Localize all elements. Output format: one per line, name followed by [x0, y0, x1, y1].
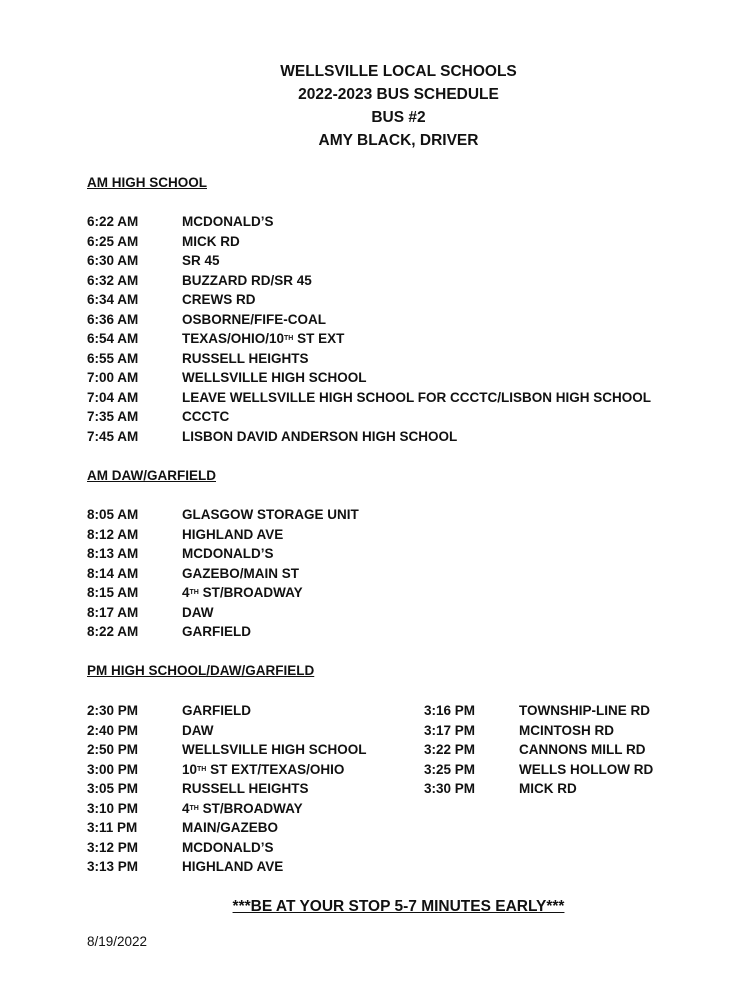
- stop-name: SR 45: [182, 253, 220, 268]
- section-title-am-high-school: AM HIGH SCHOOL: [87, 175, 207, 190]
- stop-time: 8:13 AM: [87, 546, 139, 561]
- schedule-row: [87, 701, 407, 721]
- stop-name: GLASGOW STORAGE UNIT: [182, 507, 359, 522]
- stop-name: RUSSELL HEIGHTS: [182, 350, 309, 366]
- stop-name: [182, 329, 344, 349]
- stop-time: 6:55 AM: [87, 350, 139, 366]
- schedule-row: [424, 740, 724, 760]
- stop-name: WELLS HOLLOW RD: [519, 761, 654, 777]
- stop-time: 7:00 AM: [87, 370, 139, 385]
- schedule-row: [87, 271, 707, 291]
- schedule-row: [87, 212, 707, 232]
- stop-time: 2:40 PM: [87, 722, 139, 738]
- stop-name: RUSSELL HEIGHTS: [182, 781, 309, 796]
- stop-time: 6:36 AM: [87, 311, 139, 327]
- stop-name-part: ST/BROADWAY: [198, 800, 303, 816]
- stop-name: CANNONS MILL RD: [519, 742, 646, 757]
- stop-name-part: 4: [182, 585, 190, 600]
- stop-name: MCINTOSH RD: [519, 722, 615, 738]
- stop-name-part: TEXAS/OHIO/10: [182, 331, 285, 346]
- stop-name-part: ST EXT/TEXAS/OHIO: [206, 761, 345, 777]
- stop-name: MAIN/GAZEBO: [182, 820, 278, 835]
- ordinal-suffix: TH: [189, 804, 199, 812]
- stop-name: DAW: [182, 722, 214, 738]
- pm-schedule-left-column: [87, 701, 407, 877]
- driver-name: AMY BLACK, DRIVER: [318, 132, 479, 149]
- am-daw-garfield-schedule: [87, 505, 707, 642]
- schedule-row: [87, 564, 707, 584]
- schedule-row: [87, 525, 707, 545]
- schedule-row: [87, 349, 707, 369]
- stop-name: GARFIELD: [182, 703, 251, 718]
- stop-name: BUZZARD RD/SR 45: [182, 272, 312, 288]
- stop-name: TOWNSHIP-LINE RD: [519, 703, 650, 718]
- stop-name-part: 10: [182, 761, 198, 777]
- stop-name: LISBON DAVID ANDERSON HIGH SCHOOL: [182, 428, 458, 444]
- schedule-row: [87, 407, 707, 427]
- stop-time: 3:00 PM: [87, 761, 139, 777]
- bus-number: BUS #2: [371, 109, 426, 126]
- schedule-row: [87, 799, 407, 819]
- stop-time: 8:05 AM: [87, 507, 139, 522]
- stop-time: 6:34 AM: [87, 292, 139, 307]
- document-header: [0, 60, 750, 152]
- schedule-row: [424, 779, 724, 799]
- stop-time: 8:15 AM: [87, 585, 139, 600]
- stop-name: CCCTC: [182, 409, 230, 424]
- stop-time: 7:35 AM: [87, 409, 139, 424]
- stop-time: 3:25 PM: [424, 761, 476, 777]
- schedule-row: [87, 388, 707, 408]
- schedule-row: [424, 760, 724, 780]
- stop-time: 3:30 PM: [424, 781, 476, 796]
- schedule-row: [87, 740, 407, 760]
- stop-time: 7:45 AM: [87, 428, 139, 444]
- schedule-row: [87, 760, 407, 780]
- stop-name: MICK RD: [519, 781, 577, 796]
- stop-name: GARFIELD: [182, 624, 251, 639]
- stop-name-part: ST EXT: [293, 331, 345, 346]
- schedule-year: 2022-2023 BUS SCHEDULE: [298, 86, 499, 103]
- schedule-row: [87, 779, 407, 799]
- district-name: WELLSVILLE LOCAL SCHOOLS: [280, 63, 517, 80]
- stop-name: HIGHLAND AVE: [182, 859, 284, 874]
- stop-time: 6:32 AM: [87, 272, 139, 288]
- stop-name: DAW: [182, 604, 214, 620]
- schedule-row: [87, 603, 707, 623]
- schedule-row: [87, 251, 707, 271]
- stop-name: GAZEBO/MAIN ST: [182, 565, 299, 581]
- stop-time: 2:30 PM: [87, 703, 139, 718]
- stop-time: 6:22 AM: [87, 214, 139, 229]
- schedule-row: [87, 290, 707, 310]
- document-date: 8/19/2022: [87, 934, 148, 949]
- stop-name: [182, 799, 303, 819]
- stop-time: 8:17 AM: [87, 604, 139, 620]
- schedule-row: [87, 427, 707, 447]
- pm-schedule-right-column: [424, 701, 724, 799]
- schedule-row: [424, 721, 724, 741]
- schedule-row: [87, 310, 707, 330]
- stop-name: WELLSVILLE HIGH SCHOOL: [182, 742, 367, 757]
- am-high-school-schedule: [87, 212, 707, 446]
- ordinal-suffix: TH: [189, 589, 199, 596]
- stop-time: 3:17 PM: [424, 722, 476, 738]
- section-title-pm-high-school: PM HIGH SCHOOL/DAW/GARFIELD: [87, 663, 315, 678]
- schedule-row: [87, 232, 707, 252]
- stop-time: 3:22 PM: [424, 742, 476, 757]
- schedule-row: [87, 818, 407, 838]
- stop-name: MCDONALD’S: [182, 214, 274, 229]
- stop-time: 3:16 PM: [424, 703, 476, 718]
- schedule-row: [87, 329, 707, 349]
- stop-time: 3:10 PM: [87, 800, 139, 816]
- stop-name: LEAVE WELLSVILLE HIGH SCHOOL FOR CCCTC/LISBON HIGH SCHOOL: [182, 389, 652, 405]
- stop-name: HIGHLAND AVE: [182, 526, 284, 542]
- stop-time: 3:12 PM: [87, 839, 139, 855]
- ordinal-suffix: TH: [197, 765, 207, 773]
- stop-name: CREWS RD: [182, 292, 256, 307]
- schedule-row: [87, 622, 707, 642]
- schedule-row: [87, 368, 707, 388]
- schedule-row: [87, 721, 407, 741]
- stop-time: 6:30 AM: [87, 253, 139, 268]
- schedule-row: [87, 505, 707, 525]
- stop-time: 3:13 PM: [87, 859, 139, 874]
- stop-time: 3:05 PM: [87, 781, 139, 796]
- stop-time: 3:11 PM: [87, 820, 138, 835]
- stop-name-part: ST/BROADWAY: [198, 585, 303, 600]
- stop-name: [182, 760, 344, 780]
- stop-time: 6:54 AM: [87, 331, 139, 346]
- stop-name: WELLSVILLE HIGH SCHOOL: [182, 370, 367, 385]
- stop-name: OSBORNE/FIFE-COAL: [182, 311, 326, 327]
- schedule-row: [87, 838, 407, 858]
- ordinal-suffix: TH: [284, 335, 294, 342]
- stop-time: 6:25 AM: [87, 233, 139, 249]
- stop-name: MICK RD: [182, 233, 240, 249]
- stop-name-part: 4: [182, 800, 190, 816]
- schedule-row: [87, 857, 407, 877]
- stop-time: 8:14 AM: [87, 565, 139, 581]
- stop-name: [182, 583, 303, 603]
- stop-time: 8:22 AM: [87, 624, 139, 639]
- schedule-row: [87, 583, 707, 603]
- section-title-am-daw-garfield: AM DAW/GARFIELD: [87, 468, 216, 483]
- stop-time: 2:50 PM: [87, 742, 139, 757]
- early-arrival-notice: ***BE AT YOUR STOP 5-7 MINUTES EARLY***: [232, 898, 565, 915]
- stop-time: 7:04 AM: [87, 389, 139, 405]
- stop-name: MCDONALD’S: [182, 839, 274, 855]
- schedule-row: [87, 544, 707, 564]
- schedule-row: [424, 701, 724, 721]
- stop-time: 8:12 AM: [87, 526, 139, 542]
- stop-name: MCDONALD’S: [182, 546, 274, 561]
